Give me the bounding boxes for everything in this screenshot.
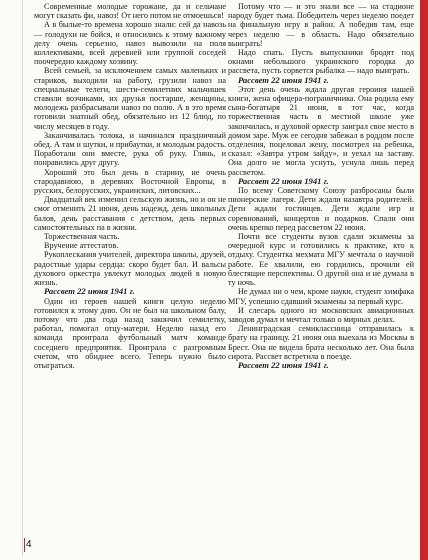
paragraph: Ленинградская семиклассница отправилась к брату на границу. 21 июня она выехала из Москвы в Брест. Она не видела брата несколько лет. Она была сирота. Рассвет встретила в поезде. <box>228 324 414 361</box>
paragraph: Всей семьей, за исключением самых маленьких и стариков, выходили на работу, грузили навоз на специальные телеги, шести-семилетних мальчишек ставили возчиками, их друзья постарше, женщины, молодежь разбрасывали навоз по полю. А в это время готовили знатный обед, обязательно из 12 блюд, по числу месяцев в году. <box>34 66 226 131</box>
paragraph: Хороший это был день в старину, не очень стародавнюю, в деревнях Восточной Европы, в русских, белорусских, украинских, литовских... <box>34 167 226 196</box>
paragraph: Один из героев нашей книги целую неделю готовился к этому дню. Он не был на школьном балу, потому что два года назад закончил семилетку, работал, помогал отцу-матери. Неделю назад его команда проиграла футбольный матч команде соседнего предприятия. Проиграла с разгромным счетом, что обиднее всего. Теперь нужно было отыграться. <box>34 296 226 370</box>
left-text-column <box>34 2 226 370</box>
date-heading: Рассвет 22 июня 1941 г. <box>44 286 135 297</box>
paragraph: И слесарь одного из московских авиационных заводов думал и мечтал только о мирных делах. <box>228 305 414 324</box>
paragraph: Современные молодые горожане, да и сельчане могут сказать фи, навоз! От него потом не отмоешься! <box>34 2 226 21</box>
page-number: 4 <box>26 539 32 550</box>
paragraph: Почти все студенты вузов сдали экзамены за очередной курс и готовились к практике, кто к отдыху. Студентка мехмата МГУ мечтала о научной работе. Ее хвалили, ею гордились, прочили ей блестящие перспективы. О другой она и не думала в ту ночь. <box>228 232 414 288</box>
paragraph: Потому что — и это знали все — на стадионе народу будет тьма. Победитель через неделю поедет на финальную игру в район. А победив там, еще через неделю — в область. Надо обязательно выиграть! <box>228 2 414 48</box>
paragraph: Заканчивалась толока, и начинался праздничный обед. А там и шутки, и прибаутки, и молодым радость. Поработали они вместе, рука об руку. Глянь, и понравились друг другу. <box>34 130 226 168</box>
paragraph: Не думал ни о чем, кроме науки, студент химфака МГУ, успешно сдавший экзамены за первый курс. <box>228 287 414 306</box>
paragraph: Торжественная часть. <box>44 232 120 242</box>
page-number-rule <box>24 538 25 552</box>
paragraph: Надо спать. Пусть выпускники бродят под окнами небольшого украинского городка до рассвета, пусть сорвется рыбалка — надо выиграть. <box>228 48 414 76</box>
paragraph: Двадцатый век изменил сельскую жизнь, но и он не смог отменить 21 июня, день надежд, день школьных балов, день расставания с детством, день первых самостоятельных па в жизни. <box>34 195 226 232</box>
date-heading: Рассвет 22 июня 1941 г. <box>238 175 329 186</box>
paragraph: Вручение аттестатов. <box>44 241 119 251</box>
red-page-border <box>420 0 428 560</box>
date-heading: Рассвет 22 июня 1941 г. <box>238 74 329 85</box>
paragraph: Этот день очень ждала другая героиня нашей книги, жена офицера-пограничника. Она родила ему сына-богатыря 21 июня, в тот час, когда торжественная часть в местной школе уже закончилась, и духовой оркестр заиграл свое место в домом заре. Муж ее сегодня забежал в роддом после отделения, поцеловал жену, посмотрел на ребенка, сказал: «Завтра утром зайду», и уехал на заставу. Она долго не могла уснуть, уснула лишь перед рассветом. <box>228 84 414 177</box>
date-heading: Рассвет 22 июня 1941 г. <box>238 359 329 370</box>
paragraph: По всему Советскому Союзу разбросаны были пионерские лагеря. Дети ждали назавтра родителей. Дети ждали гостинцев. Дети ждали игр и соревнований, концертов и подарков. Спали они очень крепко перед рассветом 22 июня. <box>228 186 414 232</box>
paragraph: Рукоплескания учителей, директора школы, друзей, радостные удары сердца: скоро будет бал. И вальсы духового оркестра увлекут молодых людей в новую жизнь. <box>34 250 226 288</box>
page-edge-line <box>22 0 23 556</box>
right-text-column <box>228 2 414 370</box>
paragraph: А в былые-то времена хорошо знали: сей да навозь — голодухи не бойся, и относились к этому важному делу очень серьезно, навоз вывозили на поля коллективами, всей деревней или группой соседей поочередно каждому хозяину. <box>34 20 226 67</box>
